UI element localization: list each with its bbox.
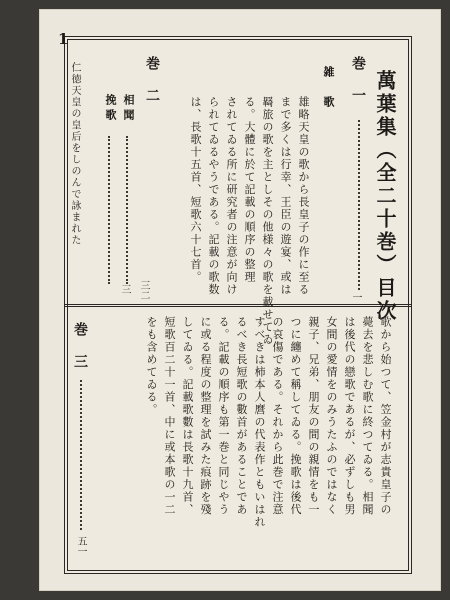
- vol3-desc-line: は後代の戀歌であるが、必ずしも男: [343, 316, 356, 516]
- vol3-desc-line: つに纏めて稱してゐる。挽歌は後代: [289, 316, 302, 516]
- vol3-desc-line: してゐる。記載歌數は長歌十九首、: [181, 316, 194, 516]
- vol2-leader-dots: [126, 136, 128, 284]
- vol3-desc-line: 薨去を悲しむ歌に終つてゐる。相聞: [361, 316, 374, 516]
- vol3-desc-line: 親子、兄弟、朋友の間の親情をも一: [307, 316, 320, 516]
- vol3-desc-line: るべき長短歌の數首があることであ: [235, 316, 248, 516]
- vol3-leader-dots: [80, 380, 82, 530]
- vol2-section-banka: 挽歌: [104, 94, 117, 124]
- vol3-desc-line: 短歌百二十一首、中に或本歌の一二: [163, 316, 176, 516]
- vol2-page-banka: 三: [119, 284, 130, 294]
- vol3-desc-line: 歌から始つて、笠金村が志貴皇子の: [379, 316, 392, 516]
- vol1-desc-line: 羇旅の歌を主としその他様々の歌を載せてゐ: [261, 96, 274, 346]
- vol2-section-sōmon: 相聞: [122, 94, 135, 124]
- page-number: 1: [58, 30, 69, 48]
- vol3-desc-line: の哀傷である。それから此巻で注意: [271, 316, 284, 516]
- vol2-label: 巻 二: [144, 56, 160, 104]
- vol1-label: 巻 一: [350, 56, 366, 104]
- vol1-desc-line: されてゐる所に研究者の注意が向け: [225, 96, 238, 296]
- vol3-desc-line: をも含めてゐる。: [145, 316, 158, 416]
- vol1-desc-line: は、長歌十五首、短歌六十七首。: [189, 96, 202, 284]
- vol1-section-label: 雑 歌: [322, 66, 335, 111]
- vol3-label: 巻 三: [72, 322, 88, 370]
- vol3-desc-line: 女間の愛情をのみうたふのではなく: [325, 316, 338, 516]
- vol1-desc-line: 雄略天皇の歌から長皇子の作に至る: [297, 96, 310, 296]
- section-divider: [64, 304, 412, 307]
- vol3-desc-line: すべきは柿本人麿の代表作ともいはれ: [253, 316, 266, 529]
- vol3-desc-line: に或る程度の整理を試みた痕跡を殘: [199, 316, 212, 516]
- vol1-page: 一: [350, 292, 361, 302]
- vol2-page-sōmon: 三二: [138, 280, 149, 300]
- vol1-desc-line: る。大體に於て記載の順序の整理: [243, 96, 256, 284]
- vol1-leader-dots: [358, 120, 360, 290]
- vol2-desc-line: 仁徳天皇の皇后をしのんで詠まれた: [69, 62, 80, 246]
- vol3-page: 五一: [75, 536, 86, 556]
- vol2-leader-dots: [108, 136, 110, 284]
- vol1-desc-line: られてゐるやうである。記載の歌数: [207, 96, 220, 296]
- page-title: 萬葉集（全二十巻）目次: [373, 70, 397, 323]
- vol1-desc-line: まで多くは行幸、王臣の遊宴、或は: [279, 96, 292, 296]
- vol3-desc-line: る。記載の順序も第一巻と同じやう: [217, 316, 230, 516]
